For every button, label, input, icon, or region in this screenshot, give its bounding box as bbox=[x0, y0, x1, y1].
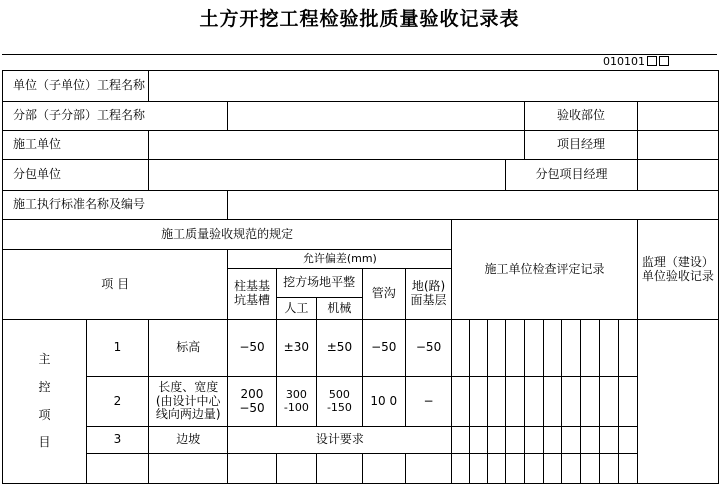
check-cell[interactable] bbox=[469, 377, 487, 427]
item-header: 项 目 bbox=[3, 250, 228, 320]
check-cell[interactable] bbox=[544, 377, 562, 427]
check-cell[interactable] bbox=[506, 377, 525, 427]
item-machine: ±50 bbox=[317, 320, 363, 377]
check-cell[interactable] bbox=[618, 377, 637, 427]
main-control-char-4: 目 bbox=[38, 435, 51, 450]
check-cell[interactable] bbox=[469, 454, 487, 484]
check-cell[interactable] bbox=[544, 427, 562, 454]
form-title: 土方开挖工程检验批质量验收记录表 bbox=[199, 8, 520, 30]
code-box-2[interactable] bbox=[659, 56, 669, 66]
col-machine-header: 机械 bbox=[317, 298, 363, 320]
contractor-label: 施工单位 bbox=[3, 131, 149, 160]
item-requirement: 设计要求 bbox=[228, 427, 452, 454]
subcontractor-value[interactable] bbox=[149, 160, 506, 191]
item-pile: −50 bbox=[228, 320, 276, 377]
acceptance-record-table bbox=[2, 70, 719, 484]
check-cell[interactable] bbox=[581, 320, 599, 377]
check-cell[interactable] bbox=[506, 454, 525, 484]
subcontractor-label: 分包单位 bbox=[3, 160, 149, 191]
item-pile[interactable] bbox=[228, 454, 276, 484]
main-control-char-2: 控 bbox=[38, 379, 51, 394]
form-code bbox=[603, 55, 669, 68]
check-cell[interactable] bbox=[562, 320, 581, 377]
item-manual[interactable] bbox=[276, 454, 317, 484]
check-cell[interactable] bbox=[581, 427, 599, 454]
check-cell[interactable] bbox=[452, 320, 470, 377]
standard-value[interactable] bbox=[228, 191, 719, 220]
unit-project-value[interactable] bbox=[149, 71, 719, 102]
table-row-item-4 bbox=[3, 454, 719, 484]
item-name[interactable] bbox=[149, 454, 228, 484]
item-ground[interactable] bbox=[405, 454, 451, 484]
col-trench-header: 管沟 bbox=[362, 269, 405, 320]
check-cell[interactable] bbox=[506, 427, 525, 454]
check-cell[interactable] bbox=[618, 427, 637, 454]
sub-project-value[interactable] bbox=[228, 102, 525, 131]
main-control-char-3: 项 bbox=[38, 407, 51, 422]
check-cell[interactable] bbox=[487, 377, 506, 427]
sub-project-label: 分部（子分部）工程名称 bbox=[3, 102, 228, 131]
item-pile: 200 −50 bbox=[228, 377, 276, 427]
item-trench[interactable] bbox=[362, 454, 405, 484]
item-no[interactable] bbox=[86, 454, 148, 484]
check-record-label: 施工单位检查评定记录 bbox=[452, 220, 637, 320]
table-row-item-3 bbox=[3, 427, 719, 454]
check-cell[interactable] bbox=[599, 427, 618, 454]
check-cell[interactable] bbox=[469, 320, 487, 377]
table-row-item-2 bbox=[3, 377, 719, 427]
item-ground: − bbox=[405, 377, 451, 427]
row-subcontractor bbox=[3, 160, 719, 191]
check-cell[interactable] bbox=[562, 427, 581, 454]
table-row-item-1 bbox=[3, 320, 719, 377]
check-cell[interactable] bbox=[599, 320, 618, 377]
form-code-number: 010101 bbox=[603, 55, 645, 68]
sub-project-manager-label: 分包项目经理 bbox=[506, 160, 638, 191]
item-ground: −50 bbox=[405, 320, 451, 377]
check-cell[interactable] bbox=[525, 454, 544, 484]
col-pile-header: 柱基基坑基槽 bbox=[228, 269, 276, 320]
row-spec-title bbox=[3, 220, 719, 250]
item-manual: ±30 bbox=[276, 320, 317, 377]
item-no: 2 bbox=[86, 377, 148, 427]
check-cell[interactable] bbox=[562, 454, 581, 484]
item-name: 边坡 bbox=[149, 427, 228, 454]
check-cell[interactable] bbox=[487, 427, 506, 454]
check-cell[interactable] bbox=[562, 377, 581, 427]
check-cell[interactable] bbox=[525, 320, 544, 377]
supervision-cell[interactable] bbox=[637, 320, 718, 484]
row-unit-project bbox=[3, 71, 719, 102]
item-trench: −50 bbox=[362, 320, 405, 377]
check-cell[interactable] bbox=[525, 427, 544, 454]
acceptance-part-label: 验收部位 bbox=[525, 102, 638, 131]
check-cell[interactable] bbox=[506, 320, 525, 377]
col-site-level-header: 挖方场地平整 bbox=[276, 269, 362, 298]
code-box-1[interactable] bbox=[647, 56, 657, 66]
check-cell[interactable] bbox=[469, 427, 487, 454]
tolerance-header: 允许偏差(mm) bbox=[228, 250, 452, 269]
item-trench: 10 0 bbox=[362, 377, 405, 427]
col-manual-header: 人工 bbox=[276, 298, 317, 320]
row-sub-project bbox=[3, 102, 719, 131]
col-ground-header: 地(路)面基层 bbox=[405, 269, 451, 320]
check-cell[interactable] bbox=[544, 320, 562, 377]
check-cell[interactable] bbox=[599, 377, 618, 427]
check-cell[interactable] bbox=[618, 320, 637, 377]
row-contractor bbox=[3, 131, 719, 160]
item-no: 1 bbox=[86, 320, 148, 377]
project-manager-label: 项目经理 bbox=[525, 131, 638, 160]
item-name: 长度、宽度(由设计中心线向两边量) bbox=[149, 377, 228, 427]
check-cell[interactable] bbox=[452, 427, 470, 454]
acceptance-part-value[interactable] bbox=[637, 102, 718, 131]
contractor-value[interactable] bbox=[149, 131, 525, 160]
spec-title: 施工质量验收规范的规定 bbox=[3, 220, 452, 250]
check-cell[interactable] bbox=[599, 454, 618, 484]
check-cell[interactable] bbox=[581, 377, 599, 427]
item-machine: 500 -150 bbox=[317, 377, 363, 427]
check-cell[interactable] bbox=[525, 377, 544, 427]
check-cell[interactable] bbox=[544, 454, 562, 484]
check-cell[interactable] bbox=[452, 377, 470, 427]
standard-label: 施工执行标准名称及编号 bbox=[3, 191, 228, 220]
check-cell[interactable] bbox=[452, 454, 470, 484]
unit-project-label: 单位（子单位）工程名称 bbox=[3, 71, 149, 102]
check-cell[interactable] bbox=[487, 320, 506, 377]
item-name: 标高 bbox=[149, 320, 228, 377]
check-cell[interactable] bbox=[618, 454, 637, 484]
row-standard bbox=[3, 191, 719, 220]
item-no: 3 bbox=[86, 427, 148, 454]
sub-project-manager-value[interactable] bbox=[637, 160, 718, 191]
project-manager-value[interactable] bbox=[637, 131, 718, 160]
check-cell[interactable] bbox=[581, 454, 599, 484]
item-manual: 300 -100 bbox=[276, 377, 317, 427]
check-cell[interactable] bbox=[487, 454, 506, 484]
main-control-label bbox=[3, 320, 87, 484]
main-control-char-1: 主 bbox=[38, 351, 51, 366]
item-machine[interactable] bbox=[317, 454, 363, 484]
supervision-label: 监理（建设）单位验收记录 bbox=[637, 220, 718, 320]
